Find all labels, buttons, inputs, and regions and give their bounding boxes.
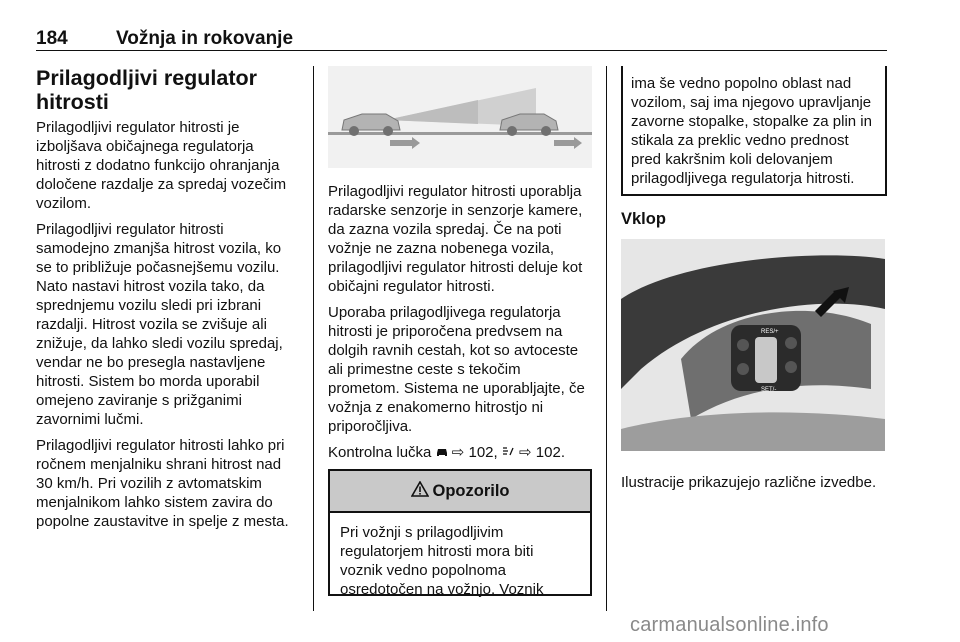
reference-prefix: Kontrolna lučka [328,444,432,461]
warning-header [330,471,590,513]
paragraph-speed-adjust: Prilagodljivi regulator hitrosti samodejno zmanjša hitrost vozila, ko se to približuje počasnejšemu vozilu. Nato nastavi hitrost vozila tako, da sprednjemu vozilu sledi pri izbrani razdalji. Hitrost vozila se zvišuje ali znižuje, da lahko sledi vozilu spredaj, vendar ne bo presegla nastavljene hitrosti. Sistem bo morda uporabil omejeno zaviranje s prižganimi zavornimi lučmi. [36,221,283,428]
watermark: carmanualsonline.info [630,614,829,636]
page-header [36,28,886,52]
column-divider-left [313,66,314,611]
steering-wheel-image [621,239,885,451]
warning-triangle-icon [411,481,429,502]
section-title: Prilagodljivi regulator hitrosti [36,66,258,114]
res-label: RES/+ [761,329,779,335]
warning-box [328,469,592,596]
warning-title: Opozorilo [432,481,510,500]
warning-continued-box [621,66,887,196]
radar-illustration [328,66,592,168]
paragraph-usage: Uporaba prilagodljivega regulatorja hitrosti je priporočena predvsem na dolgih ravnih cestah, kot so avtoceste ali primestne ceste s tekočim prometom. Sistema ne uporabljajte, če vožnja z enakomerno hitrostjo ni priporočljiva. [328,304,585,435]
reference-page-1: 102 [468,444,494,461]
car-icon [436,444,452,461]
warning-body [330,513,590,602]
column-middle [328,66,592,596]
steering-wheel-illustration [621,239,885,451]
chapter-title: Vožnja in rokovanje [116,28,294,49]
column-right [621,66,887,499]
warning-text: Pri vožnji s prilagodljivim regulatorjem hitrosti mora biti voznik vedno popolnoma osredotočen na vožnjo. Voznik [340,524,544,598]
reference-page-2: 102 [535,444,561,461]
figure-caption: Ilustracije prikazujejo različne izvedbe. [621,474,877,491]
column-left [36,66,298,538]
page-number: 184 [36,28,68,49]
paragraph-intro: Prilagodljivi regulator hitrosti je izboljšava običajnega regulatorja hitrosti z dodatno funkcijo ohranjanja določene razdalje za spredaj vozečim vozilom. [36,119,287,212]
header-rule [36,50,887,51]
set-label: SET/- [761,387,777,393]
cruise-symbol-icon [502,444,519,461]
paragraph-radar: Prilagodljivi regulator hitrosti uporablja radarske senzorje in senzorje kamere, da zazna vozila spredaj. Če na poti vožnje ne zazna nobenega vozila, prilagodljivi regulator hitrosti deluje kot običajni regulator hitrosti. [328,183,583,295]
column-divider-right [606,66,607,611]
paragraph-transmission: Prilagodljivi regulator hitrosti lahko pri ročnem menjalniku shrani hitrost nad 30 km/h. Pri vozilih z avtomatskim menjalnikom lahko sistem zavira do popolne zaustavitve in spelje z mesta. [36,437,289,530]
radar-cars-image [328,66,592,168]
subheading-vklop: Vklop [621,210,666,228]
warning-continued-text: ima še vedno popolno oblast nad vozilom, saj ima njegovo upravljanje zavorne stopalke, stopalke za plin in stikala za preklic vedno prednost pred kakršnim koli delovanjem prilagodljivega regulatorja hitrosti. [631,75,872,187]
page-ref-arrow-icon: ⇨ [451,444,465,461]
indicator-reference: Kontrolna lučka ⇨ 102, ⇨ 102. [328,444,565,461]
page-ref-arrow-icon: ⇨ [519,444,532,461]
